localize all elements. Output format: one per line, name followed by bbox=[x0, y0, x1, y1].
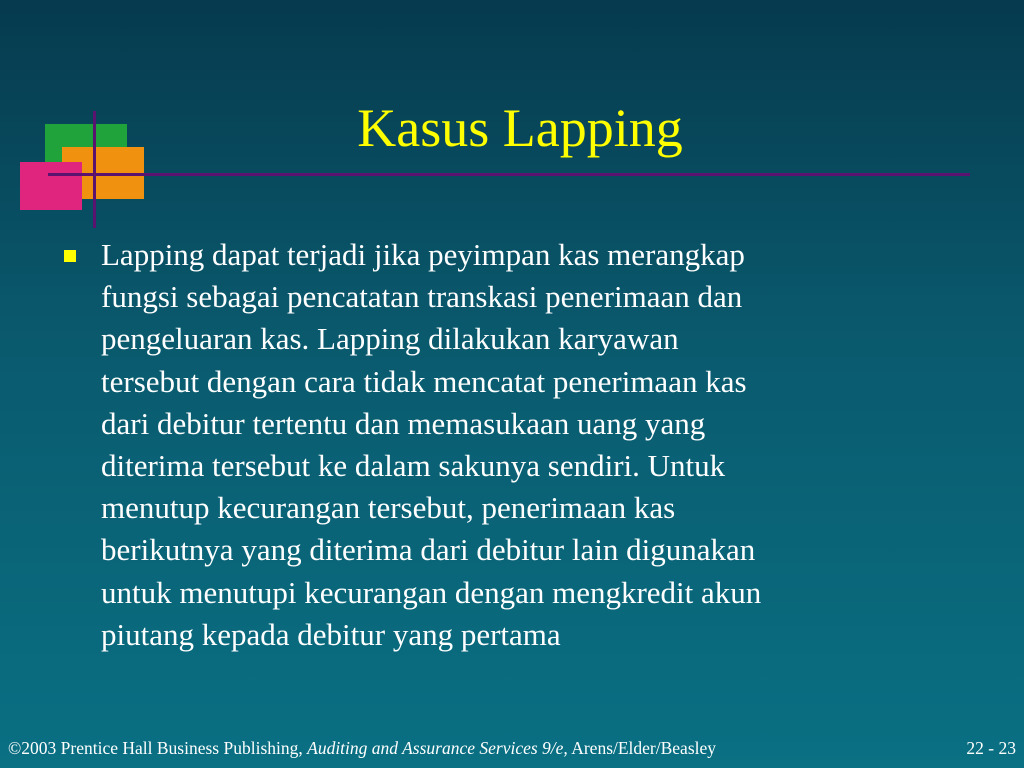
footer-copyright: ©2003 Prentice Hall Business Publishing, bbox=[8, 738, 308, 758]
footer-citation bbox=[8, 737, 1020, 759]
footer-authors: Arens/Elder/Beasley bbox=[567, 738, 717, 758]
decorative-squares-logo bbox=[0, 0, 160, 240]
vertical-accent-line bbox=[93, 111, 96, 228]
slide-content bbox=[64, 234, 964, 656]
bullet-text: Lapping dapat terjadi jika peyimpan kas merangkap fungsi sebagai pencatatan transkasi penerimaan dan pengeluaran kas. Lapping dilakukan karyawan tersebut dengan cara tidak mencatat penerimaan kas dari debitur tertentu dan memasukaan uang yang diterima tersebut ke dalam sakunya sendiri. Untuk menutup kecurangan tersebut, penerimaan kas berikutnya yang diterima dari debitur lain digunakan untuk menutupi kecurangan dengan mengkredit akun piutang kepada debitur yang pertama bbox=[101, 237, 762, 652]
pink-square bbox=[20, 162, 82, 210]
bullet-square-icon bbox=[64, 250, 76, 262]
title-underline bbox=[48, 173, 970, 176]
footer-book-title: Auditing and Assurance Services 9/e, bbox=[307, 738, 568, 758]
page-number: 22 - 23 bbox=[966, 738, 1016, 758]
slide-title: Kasus Lapping bbox=[357, 98, 683, 158]
